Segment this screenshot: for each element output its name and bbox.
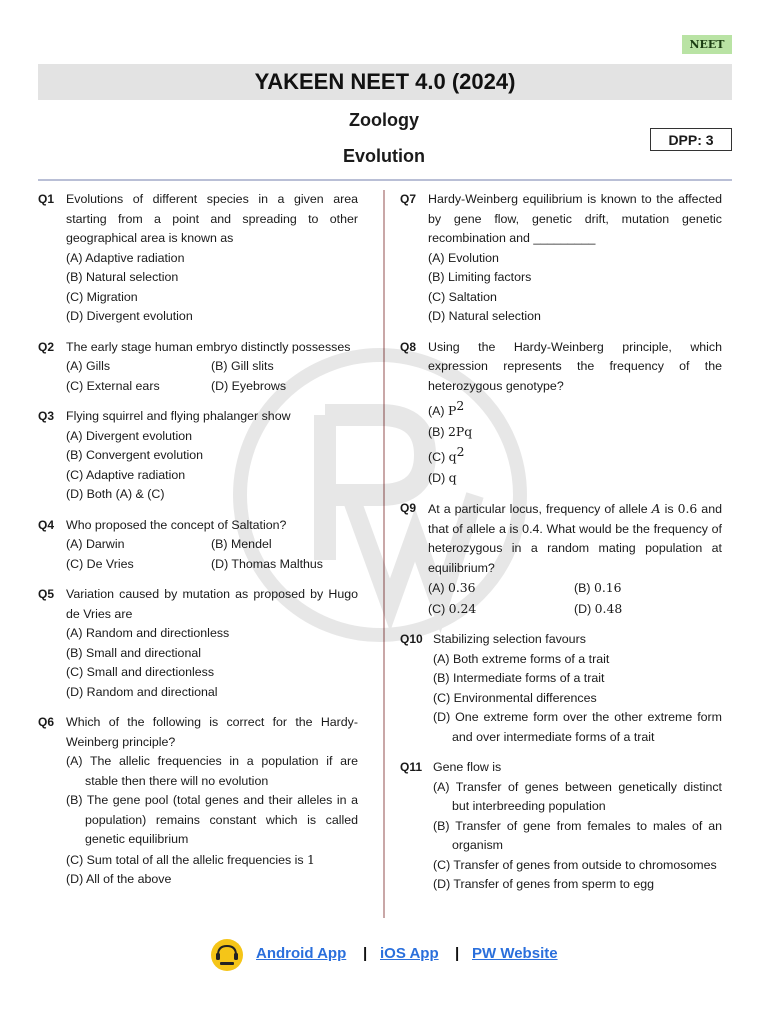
option-b: (B) Intermediate forms of a trait	[433, 671, 605, 686]
question-9	[400, 499, 722, 619]
option-c	[428, 599, 574, 620]
question-text: Flying squirrel and flying phalanger show	[66, 409, 291, 423]
option-c-exponent: 2	[456, 444, 465, 460]
option-c-value: 1	[307, 851, 315, 867]
option-d-value: q	[448, 469, 457, 485]
question-2	[38, 338, 358, 397]
option-a-label: (A)	[428, 581, 448, 596]
option-a	[428, 578, 574, 599]
option-c-value: q	[448, 449, 457, 465]
option-a: (A) Transfer of genes between genetically distinct but interbreeding population	[433, 779, 722, 814]
right-column	[400, 190, 722, 906]
question-text: Stabilizing selection favours	[433, 632, 586, 647]
option-a: (A) Divergent evolution	[66, 428, 193, 443]
option-b-label: (B)	[428, 424, 448, 439]
footer	[0, 938, 768, 972]
neet-badge: NEET	[682, 35, 732, 54]
question-number: Q11	[400, 760, 423, 775]
question-text: The early stage human embryo distinctly possesses	[66, 339, 351, 354]
option-a-value: P	[447, 403, 457, 419]
option-c: (C) External ears	[66, 378, 160, 393]
footer-separator: |	[455, 945, 460, 962]
question-text	[428, 499, 722, 578]
option-b	[574, 578, 722, 599]
option-b: (B) Convergent evolution	[66, 448, 204, 462]
subject-heading: Zoology	[349, 110, 419, 130]
option-b-value: 2Pq	[447, 423, 473, 439]
option-c-label: (C)	[428, 601, 449, 616]
question-4	[38, 516, 358, 575]
question-text: Using the Hardy-Weinberg principle, which expression represents the frequency of the heterozygous genotype?	[428, 339, 722, 393]
chapter-heading: Evolution	[343, 146, 425, 166]
option-a: (A) Evolution	[428, 250, 499, 265]
option-c-text: (C) Sum total of all the allelic frequencies is	[66, 852, 308, 867]
question-number: Q9	[400, 501, 417, 516]
question-text-part: and that of allele a is 0.4. What would be the frequency of heterozygous in a random mating population at equilibrium?	[428, 502, 722, 575]
option-d: (D) Random and directional	[66, 684, 218, 699]
option-d: (D) Eyebrows	[211, 378, 287, 393]
option-b: (B) Transfer of gene from females to males of an organism	[433, 818, 722, 853]
option-a-label: (A)	[428, 404, 448, 419]
question-text-part: At a particular locus, frequency of allele	[428, 502, 652, 517]
allele-frequency: 0.6	[677, 501, 698, 517]
question-text: Which of the following is correct for the Hardy-Weinberg principle?	[66, 715, 358, 749]
option-a: (A) Gills	[66, 359, 111, 373]
question-1	[38, 190, 358, 327]
option-c: (C) Saltation	[428, 289, 497, 304]
option-d: (D) Thomas Malthus	[211, 556, 324, 571]
option-a: (A) Adaptive radiation	[66, 250, 185, 265]
option-a-exponent: 2	[456, 398, 465, 413]
document-title: YAKEEN NEET 4.0 (2024)	[38, 64, 732, 100]
option-a: (A) Random and directionless	[66, 626, 230, 640]
android-app-link[interactable]: Android App	[256, 945, 347, 962]
option-b: (B) Limiting factors	[428, 270, 532, 284]
option-c: (C) De Vries	[66, 556, 134, 571]
option-a: (A) Darwin	[66, 537, 125, 551]
option-c	[66, 850, 358, 871]
option-c: (C) Environmental differences	[433, 690, 597, 705]
option-d: (D) Transfer of genes from sperm to egg	[433, 877, 655, 892]
question-number: Q8	[400, 339, 417, 354]
option-c-label: (C)	[428, 450, 449, 465]
question-number: Q6	[38, 715, 55, 729]
question-text-part: is	[660, 502, 678, 517]
option-d	[574, 599, 722, 620]
option-b: (B) Natural selection	[66, 270, 179, 284]
option-d-label: (D)	[574, 601, 595, 616]
customer-service-icon	[209, 938, 245, 972]
option-b	[428, 422, 722, 443]
option-b: (B) The gene pool (total genes and their alleles in a population) remains constant which is called genetic equilibrium	[66, 793, 358, 846]
question-11	[400, 758, 722, 895]
option-b-label: (B)	[574, 581, 594, 596]
header-rule	[38, 179, 732, 181]
option-c: (C) Transfer of genes from outside to chromosomes	[433, 857, 717, 872]
option-b: (B) Small and directional	[66, 645, 201, 660]
option-d-label: (D)	[428, 470, 449, 485]
option-d-value: 0.48	[594, 600, 623, 616]
question-number: Q5	[38, 587, 55, 601]
question-5	[38, 585, 358, 702]
ios-app-link[interactable]: iOS App	[380, 945, 439, 962]
option-d: (D) Both (A) & (C)	[66, 487, 165, 501]
question-3	[38, 407, 358, 505]
option-a: (A) The allelic frequencies in a population if are stable then there will no evolution	[66, 754, 358, 788]
footer-separator: |	[363, 945, 368, 962]
question-text: Gene flow is	[433, 760, 502, 775]
question-number: Q10	[400, 632, 423, 647]
question-text: Variation caused by mutation as proposed by Hugo de Vries are	[66, 587, 358, 621]
option-d: (D) Natural selection	[428, 309, 541, 323]
option-d: (D) One extreme form over the other extreme form and over intermediate forms of a trait	[433, 710, 722, 744]
question-text: Hardy-Weinberg equilibrium is known to the affected by gene flow, genetic drift, mutation genetic recombination and _________	[428, 192, 722, 245]
option-c: (C) Small and directionless	[66, 665, 215, 679]
dpp-box: DPP: 3	[650, 128, 732, 151]
column-divider	[383, 190, 385, 918]
option-c-value: 0.24	[448, 600, 477, 616]
question-number: Q1	[38, 192, 55, 206]
option-a	[428, 396, 722, 422]
question-number: Q2	[38, 339, 55, 354]
question-number: Q4	[38, 517, 55, 532]
question-6	[38, 713, 358, 890]
question-number: Q7	[400, 192, 417, 206]
option-b: (B) Mendel	[211, 537, 272, 551]
pw-website-link[interactable]: PW Website	[472, 945, 558, 962]
option-c: (C) Adaptive radiation	[66, 467, 186, 482]
question-7	[400, 190, 722, 327]
left-column	[38, 190, 358, 901]
question-text: Evolutions of different species in a given area starting from a point and spreading to other geographical area is known as	[66, 192, 358, 245]
question-8	[400, 338, 722, 489]
option-d: (D) All of the above	[66, 872, 172, 886]
question-10	[400, 630, 722, 747]
option-b-value: 0.16	[593, 580, 622, 596]
option-c: (C) Migration	[66, 289, 138, 304]
option-c	[428, 442, 722, 468]
option-a: (A) Both extreme forms of a trait	[433, 651, 610, 666]
option-b: (B) Gill slits	[211, 359, 274, 373]
question-number: Q3	[38, 409, 55, 423]
option-a-value: 0.36	[447, 580, 476, 596]
allele-symbol: A	[651, 501, 661, 517]
option-d	[428, 468, 722, 489]
question-text: Who proposed the concept of Saltation?	[66, 517, 287, 532]
option-d: (D) Divergent evolution	[66, 309, 193, 323]
